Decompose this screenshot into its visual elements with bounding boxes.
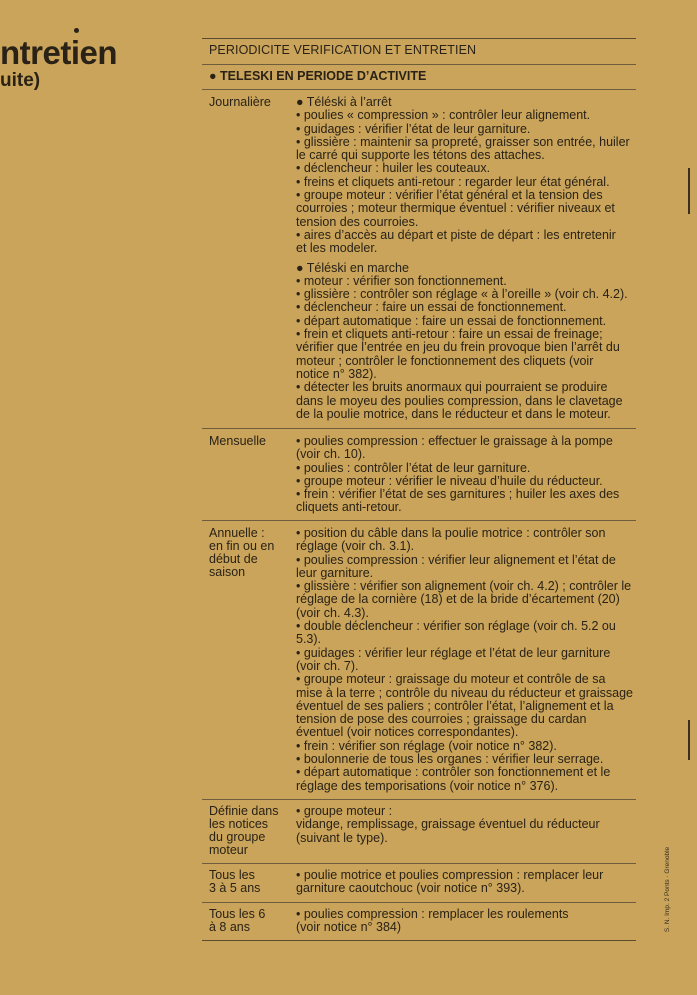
table-header: PERIODICITE VERIFICATION ET ENTRETIEN xyxy=(209,43,477,57)
detail-line: • poulie motrice et poulies compression : remplacer leur xyxy=(296,868,604,882)
detail-line: courroies ; moteur thermique éventuel : vérifier niveaux et xyxy=(296,201,615,216)
row-rule xyxy=(202,863,636,864)
detail-line: • glissière : maintenir sa propreté, graisser son entrée, huiler xyxy=(296,134,630,149)
detail-line: • poulies : contrôler l’état de leur garniture. xyxy=(296,460,531,475)
table-bottom-rule xyxy=(202,940,636,941)
row-rule xyxy=(202,799,636,800)
detail-line: • groupe moteur : graissage du moteur et contrôle de sa xyxy=(296,672,606,687)
detail-line: • frein : vérifier l’état de ses garnitures ; huiler les axes des xyxy=(296,487,620,502)
detail-line: • guidages : vérifier l’état de leur garniture. xyxy=(296,121,531,136)
row-detail xyxy=(296,527,636,793)
detail-line: • départ automatique : faire un essai de fonctionnement. xyxy=(296,313,607,328)
row-detail xyxy=(296,908,636,935)
detail-line: • glissière : vérifier son alignement (voir ch. 4.2) ; contrôler le xyxy=(296,579,632,594)
detail-line: 5.3). xyxy=(296,632,322,647)
detail-line: le carré qui supporte les tétons des attaches. xyxy=(296,148,545,163)
period-line: du groupe xyxy=(209,830,266,844)
detail-line: • poulies « compression » : contrôler leur alignement. xyxy=(296,108,591,123)
detail-line: • départ automatique : contrôler son fonctionnement et le xyxy=(296,765,611,780)
detail-line: (voir ch. 7). xyxy=(296,658,359,673)
detail-line: vérifier que l’entrée en jeu du frein provoque bien l’arrêt du xyxy=(296,340,620,355)
detail-line: (suivant le type). xyxy=(296,830,388,845)
period-line: en fin ou en xyxy=(209,539,275,553)
period-line: Mensuelle xyxy=(209,434,266,448)
page-subtitle: uite) xyxy=(0,70,41,91)
row-period xyxy=(209,805,295,857)
detail-line: dans le moyeu des poulies compression, dans le clavetage xyxy=(296,393,623,408)
row-rule xyxy=(202,428,636,429)
margin-mark xyxy=(688,720,690,760)
detail-line: • moteur : vérifier son fonctionnement. xyxy=(296,273,507,288)
detail-line: • position du câble dans la poulie motrice : contrôler son xyxy=(296,526,606,540)
detail-line: • poulies compression : effectuer le graissage à la pompe xyxy=(296,434,613,448)
detail-line: leur garniture. xyxy=(296,565,374,580)
detail-line: • groupe moteur : vérifier le niveau d’huile du réducteur. xyxy=(296,473,603,488)
detail-line: • aires d’accès au départ et piste de départ : les entretenir xyxy=(296,227,616,242)
row-period xyxy=(209,435,295,448)
period-line: Annuelle : xyxy=(209,526,265,540)
detail-line: réglage des temporisations (voir notice n° 376). xyxy=(296,778,559,793)
page-heading xyxy=(0,34,117,92)
detail-line: réglage de la cornière (18) et de la bride d’écartement (20) xyxy=(296,592,620,607)
period-line: saison xyxy=(209,565,246,579)
detail-line: ● Téléski en marche xyxy=(296,260,409,275)
detail-line: • poulies compression : vérifier leur alignement et l’état de xyxy=(296,552,616,567)
detail-line: ● Téléski à l’arrêt xyxy=(296,95,392,109)
section-rule xyxy=(202,89,636,90)
detail-line: • frein et cliquets anti-retour : faire un essai de freinage; xyxy=(296,327,603,342)
detail-line: • glissière : contrôler son réglage « à l’oreille » (voir ch. 4.2). xyxy=(296,287,628,302)
printer-imprint xyxy=(665,846,679,941)
row-period xyxy=(209,908,295,934)
row-period xyxy=(209,527,295,579)
period-line: les notices xyxy=(209,817,269,831)
detail-line: • poulies compression : remplacer les roulements xyxy=(296,907,569,921)
table-top-rule xyxy=(202,38,636,39)
row-detail xyxy=(296,435,636,515)
detail-line: éventuel (voir notices correspondantes). xyxy=(296,725,519,740)
detail-line: • frein : vérifier son réglage (voir notice n° 382). xyxy=(296,738,557,753)
period-line: Tous les 6 xyxy=(209,907,266,921)
detail-line: tension de pose des courroies ; graissage du cardan xyxy=(296,712,587,727)
imprint-text: S. N. Imp. 2 Ponts · Grenoble xyxy=(664,846,672,933)
detail-line: • freins et cliquets anti-retour : regarder leur état général. xyxy=(296,174,610,189)
row-detail xyxy=(296,805,636,845)
detail-line: moteur ; contrôler le fonctionnement des cliquets (voir xyxy=(296,353,594,368)
header-rule xyxy=(202,64,636,65)
row-rule xyxy=(202,520,636,521)
detail-line: (voir notice n° 384) xyxy=(296,920,402,935)
detail-line: • boulonnerie de tous les organes : vérifier leur serrage. xyxy=(296,752,604,767)
detail-line: • déclencheur : faire un essai de fonctionnement. xyxy=(296,300,567,315)
period-line: Tous les xyxy=(209,868,255,882)
row-period xyxy=(209,869,295,895)
detail-line: mise à la terre ; contrôle du niveau du réducteur et graissage xyxy=(296,685,633,700)
detail-line: vidange, remplissage, graissage éventuel du réducteur xyxy=(296,817,600,832)
margin-mark xyxy=(688,168,690,214)
page-title: ntretien xyxy=(0,34,118,71)
row-detail xyxy=(296,869,636,896)
detail-line: de la poulie motrice, dans le réducteur et dans le moteur. xyxy=(296,406,611,421)
row-rule xyxy=(202,902,636,903)
detail-line: • guidages : vérifier leur réglage et l’état de leur garniture xyxy=(296,645,611,660)
detail-line: • double déclencheur : vérifier son réglage (voir ch. 5.2 ou xyxy=(296,619,616,634)
detail-line: notice n° 382). xyxy=(296,366,377,381)
detail-line: réglage (voir ch. 3.1). xyxy=(296,539,415,554)
detail-line: tension des courroies. xyxy=(296,214,419,229)
period-line: début de xyxy=(209,552,258,566)
section-title: ● TELESKI EN PERIODE D’ACTIVITE xyxy=(209,69,427,83)
heading-dot xyxy=(74,28,79,33)
detail-line: cliquets anti-retour. xyxy=(296,500,402,515)
detail-line: (voir ch. 4.3). xyxy=(296,605,369,620)
detail-line: • groupe moteur : xyxy=(296,804,393,818)
detail-line: et les modeler. xyxy=(296,241,378,256)
period-line: Journalière xyxy=(209,95,271,109)
detail-line: • déclencheur : huiler les couteaux. xyxy=(296,161,491,176)
period-line: Définie dans xyxy=(209,804,279,818)
period-line: 3 à 5 ans xyxy=(209,881,261,895)
period-line: moteur xyxy=(209,843,248,857)
detail-line: • détecter les bruits anormaux qui pourraient se produire xyxy=(296,380,608,395)
detail-line: (voir ch. 10). xyxy=(296,447,366,462)
row-period xyxy=(209,96,295,109)
row-detail xyxy=(296,96,636,421)
detail-line: • groupe moteur : vérifier l’état général et la tension des xyxy=(296,188,603,203)
detail-line: garniture caoutchouc (voir notice n° 393). xyxy=(296,881,525,896)
detail-line: éventuel de ses paliers ; contrôler l’état, l’alignement et la xyxy=(296,698,614,713)
period-line: à 8 ans xyxy=(209,920,251,934)
